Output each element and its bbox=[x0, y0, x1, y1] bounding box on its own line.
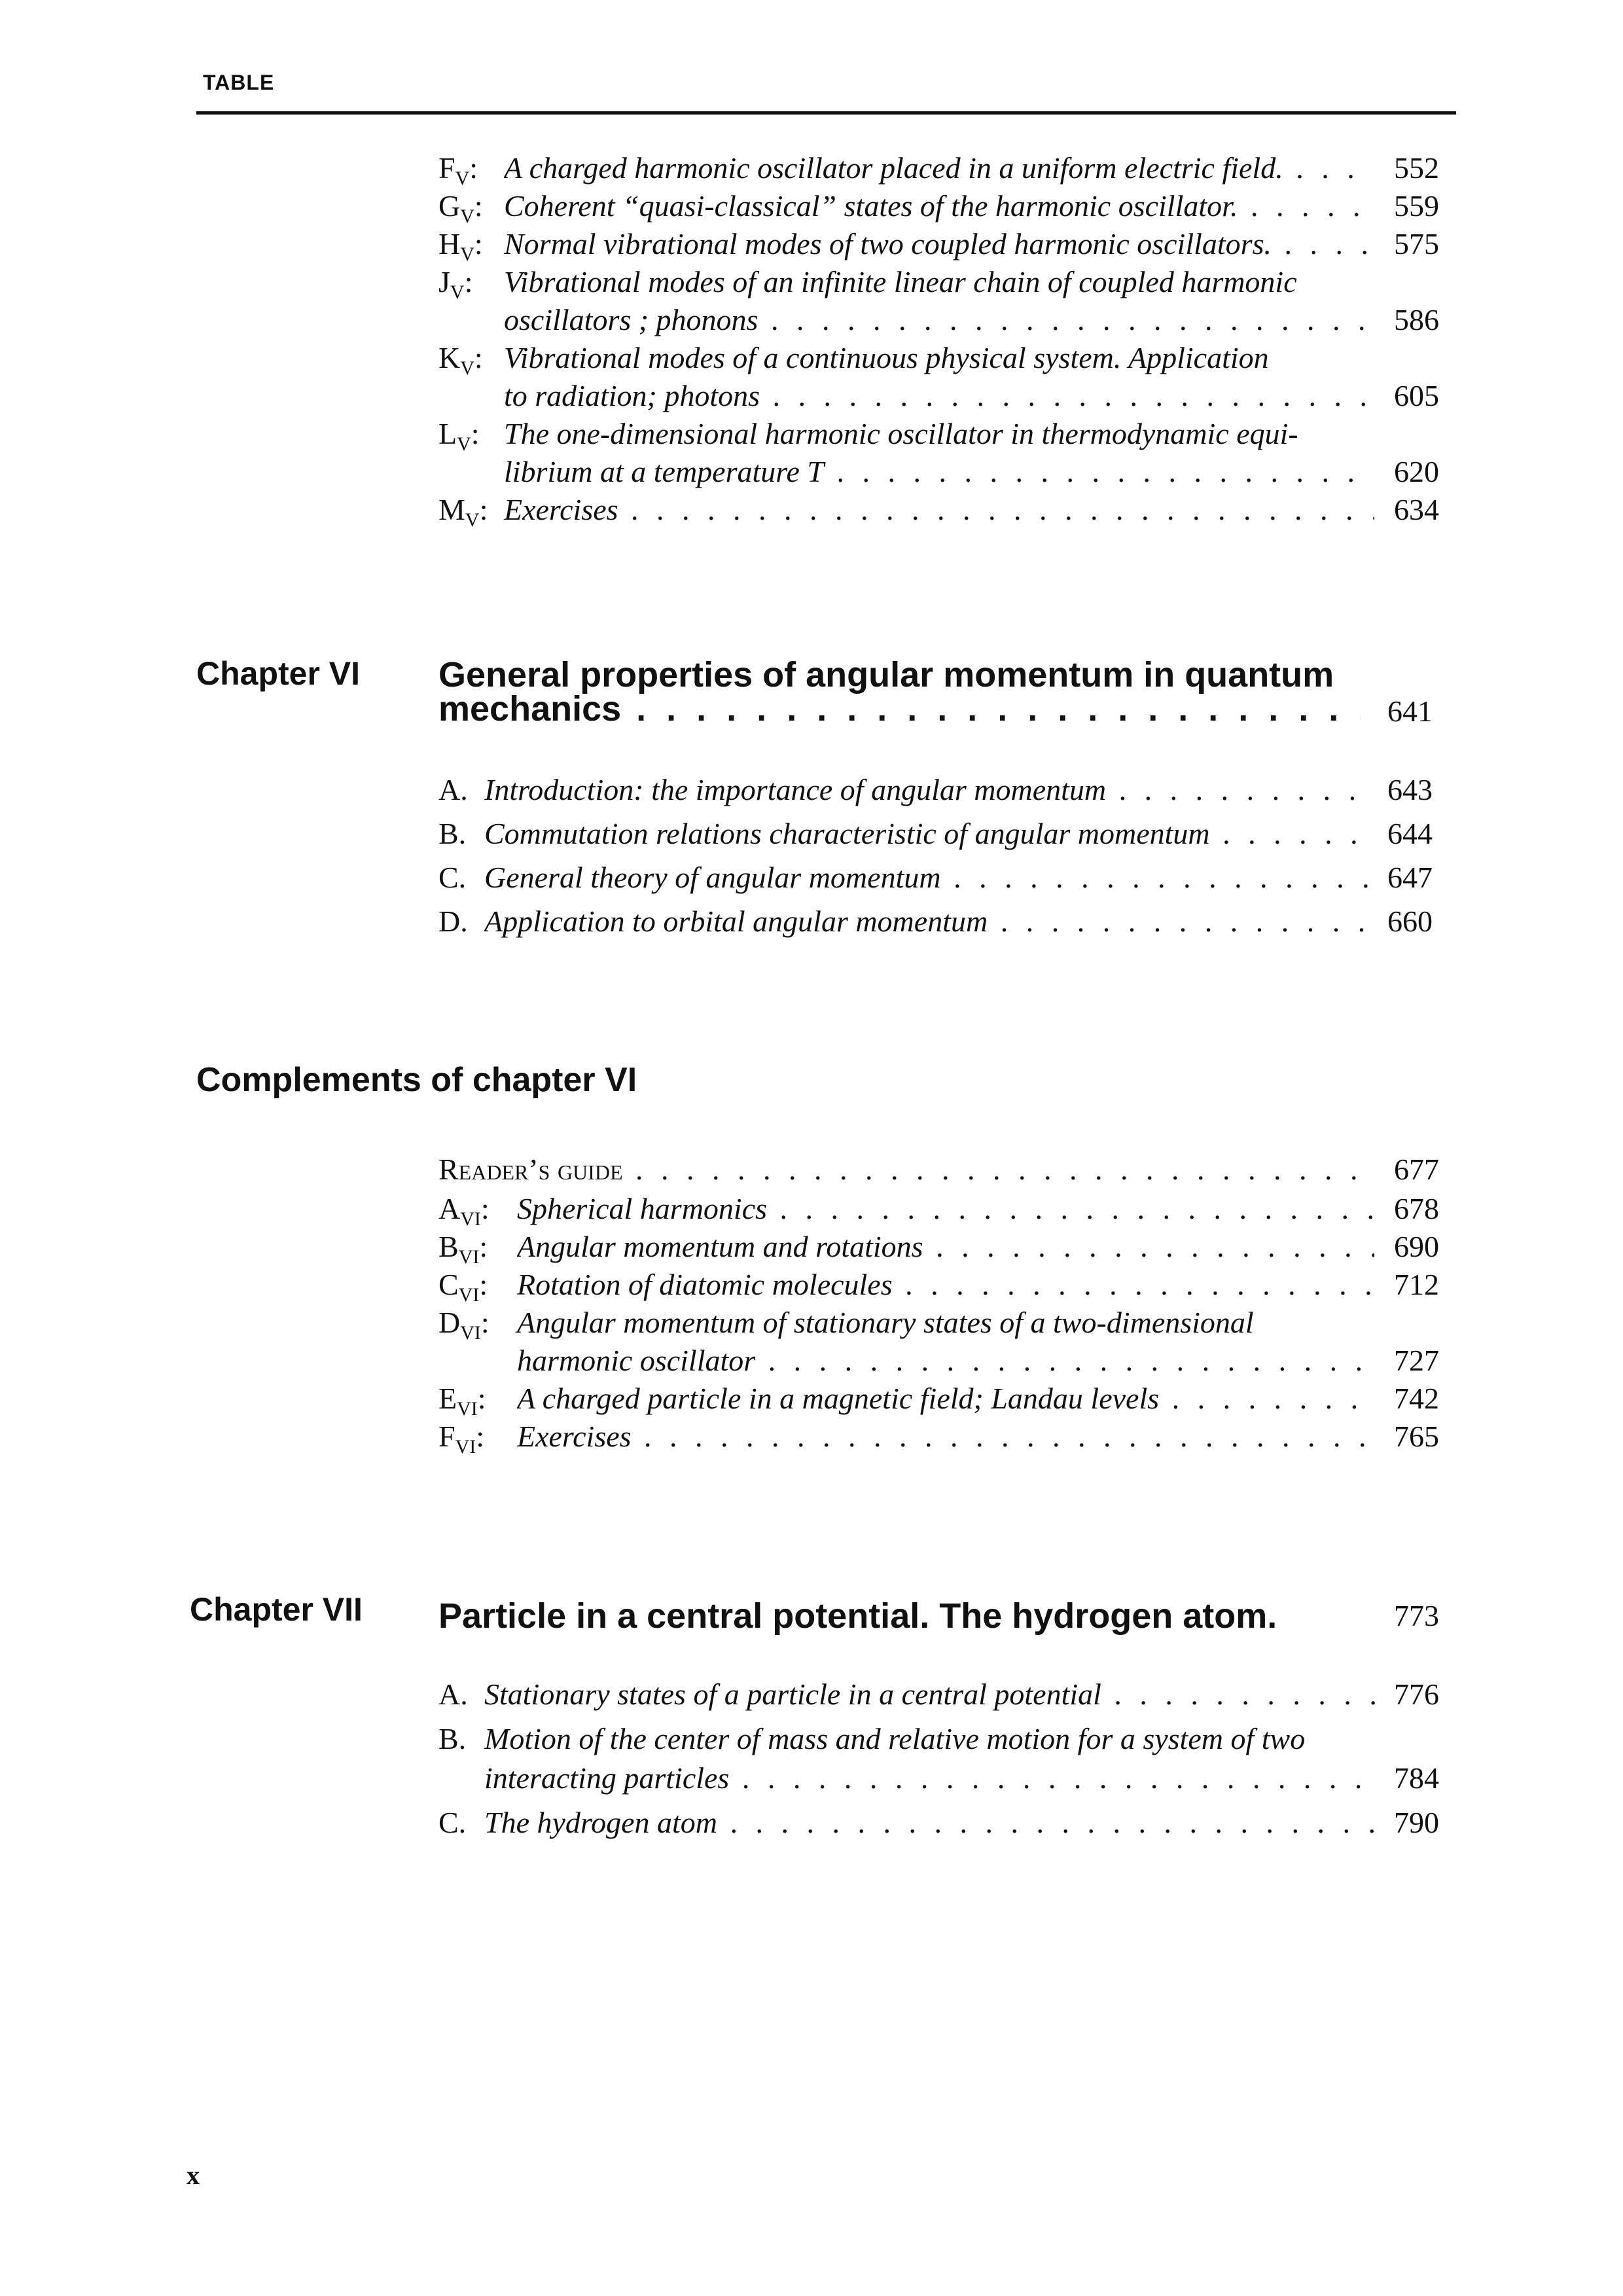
section-page: 643 bbox=[1387, 773, 1433, 806]
entry-title: Angular momentum and rotations . . . bbox=[517, 1229, 1374, 1264]
entry-title: A charged particle in a magnetic field; Landau levels . . . bbox=[517, 1381, 1374, 1416]
list-item[interactable]: $B_{VI}$: Angular momentum and rotations . . . 690 bbox=[438, 1229, 1459, 1268]
list-item[interactable] bbox=[438, 904, 1459, 943]
entry-label: B bbox=[438, 1230, 459, 1263]
entry-label-sub: VI bbox=[458, 1284, 480, 1306]
entry-title-line1: Vibrational modes of a continuous physical system. Application bbox=[504, 341, 1269, 374]
chapter-vii-title[interactable]: Particle in a central potential. The hydrogen atom. bbox=[438, 1596, 1277, 1636]
section-page: 790 bbox=[1394, 1806, 1439, 1839]
entry-page: 605 bbox=[1394, 379, 1439, 412]
chapter-vi-title-line1[interactable]: General properties of angular momentum in quantum bbox=[438, 655, 1334, 694]
chapter-vi-title-line2[interactable]: mechanics . . . bbox=[438, 689, 1361, 729]
entry-page: 727 bbox=[1394, 1344, 1439, 1377]
entry-title: Exercises . . . bbox=[517, 1419, 1374, 1454]
list-item[interactable]: $F_V$: A charged harmonic oscillator placed in a uniform electric field. . . . 552 bbox=[438, 151, 1459, 190]
list-item[interactable] bbox=[438, 1677, 1459, 1716]
entry-title-line1: The one-dimensional harmonic oscillator in thermodynamic equi- bbox=[504, 417, 1298, 450]
entry-label-sub: V bbox=[457, 433, 471, 456]
section-page: 644 bbox=[1387, 817, 1433, 850]
list-item[interactable]: $D_{VI}$: Angular momentum of stationary states of a two-dimensional bbox=[438, 1306, 1254, 1344]
entry-label: K bbox=[438, 341, 461, 374]
list-item[interactable] bbox=[438, 860, 1459, 899]
section-page: 647 bbox=[1387, 861, 1433, 894]
entry-page: 586 bbox=[1394, 303, 1439, 336]
entry-label: A bbox=[438, 1192, 461, 1225]
entry-label-sub: VI bbox=[457, 1398, 478, 1420]
section-label: B. bbox=[438, 817, 467, 850]
entry-label-sub: VI bbox=[460, 1322, 481, 1344]
entry-title-line2: harmonic oscillator . . . bbox=[517, 1343, 1374, 1378]
entry-label-sub: V bbox=[455, 168, 470, 190]
entry-page: 552 bbox=[1394, 151, 1439, 185]
entry-page: 678 bbox=[1394, 1192, 1439, 1225]
entry-title: Spherical harmonics . . . bbox=[517, 1191, 1374, 1226]
entry-page: 634 bbox=[1394, 493, 1439, 526]
entry-label: F bbox=[438, 1420, 455, 1453]
complements-vi-heading: Complements of chapter VI bbox=[196, 1061, 637, 1099]
chapter-vi-page: 641 bbox=[1387, 694, 1433, 728]
entry-label-sub: V bbox=[450, 281, 465, 304]
readers-guide-title: Reader’s guide . . . bbox=[438, 1152, 1374, 1187]
entry-label: C bbox=[438, 1268, 459, 1301]
chapter-vii-page: 773 bbox=[1394, 1599, 1439, 1632]
entry-title: A charged harmonic oscillator placed in a uniform electric field. . . . bbox=[504, 151, 1374, 185]
entry-page: 742 bbox=[1394, 1382, 1439, 1415]
entry-page: 712 bbox=[1394, 1268, 1439, 1301]
readers-guide-page: 677 bbox=[1394, 1153, 1439, 1186]
entry-page: 690 bbox=[1394, 1230, 1439, 1263]
entry-page: 559 bbox=[1394, 189, 1439, 223]
section-title: Introduction: the importance of angular momentum . . . bbox=[484, 772, 1368, 807]
entry-title-line1: Vibrational modes of an infinite linear chain of coupled harmonic bbox=[504, 265, 1297, 298]
list-item-continuation[interactable] bbox=[438, 1761, 1459, 1800]
list-item[interactable] bbox=[438, 1805, 1459, 1844]
section-page: 776 bbox=[1394, 1677, 1439, 1711]
list-item[interactable]: $F_{VI}$: Exercises . . . 765 bbox=[438, 1419, 1459, 1458]
header-rule bbox=[196, 111, 1456, 115]
entry-page: 620 bbox=[1394, 455, 1439, 488]
section-title: Commutation relations characteristic of angular momentum . . . bbox=[484, 816, 1368, 851]
list-item[interactable]: $J_V$: Vibrational modes of an infinite linear chain of coupled harmonic bbox=[438, 265, 1297, 304]
readers-guide-entry[interactable] bbox=[438, 1152, 1459, 1191]
entry-title-line2: to radiation; photons . . . bbox=[504, 378, 1374, 413]
running-head: TABLE bbox=[203, 71, 275, 94]
entry-label-sub: VI bbox=[460, 1208, 481, 1230]
list-item[interactable] bbox=[438, 1721, 1459, 1761]
entry-label: J bbox=[438, 265, 450, 298]
list-item[interactable]: $G_V$: Coherent “quasi-classical” states of the harmonic oscillator. . . . 559 bbox=[438, 188, 1459, 228]
list-item[interactable]: $H_V$: Normal vibrational modes of two coupled harmonic oscillators. . . . 575 bbox=[438, 226, 1459, 266]
entry-title-line2: librium at a temperature T . . . bbox=[504, 454, 1374, 489]
entry-label-sub: VI bbox=[455, 1436, 476, 1458]
entry-label-sub: V bbox=[460, 243, 474, 266]
section-label: C. bbox=[438, 861, 467, 894]
section-label: B. bbox=[438, 1722, 467, 1755]
list-item[interactable]: $M_V$: Exercises . . . 634 bbox=[438, 492, 1459, 531]
entry-label-sub: V bbox=[460, 357, 474, 380]
page-folio: x bbox=[187, 2161, 200, 2190]
list-item-continuation[interactable] bbox=[438, 454, 1459, 493]
entry-label: M bbox=[438, 493, 465, 526]
entry-label: H bbox=[438, 227, 461, 260]
section-title: Application to orbital angular momentum . . . bbox=[484, 904, 1368, 939]
entry-title: Coherent “quasi-classical” states of the harmonic oscillator. . . . bbox=[504, 188, 1374, 223]
list-item[interactable]: $K_V$: Vibrational modes of a continuous physical system. Application bbox=[438, 341, 1269, 380]
entry-title: Normal vibrational modes of two coupled harmonic oscillators. . . . bbox=[504, 226, 1374, 261]
entry-label: F bbox=[438, 151, 455, 185]
entry-label: G bbox=[438, 189, 461, 223]
list-item-continuation[interactable] bbox=[438, 1343, 1459, 1382]
list-item[interactable]: $A_{VI}$: Spherical harmonics . . . 678 bbox=[438, 1191, 1459, 1230]
entry-title-line2: oscillators ; phonons . . . bbox=[504, 302, 1374, 337]
section-title: General theory of angular momentum . . . bbox=[484, 860, 1368, 895]
entry-title: Exercises . . . bbox=[504, 492, 1374, 527]
list-item[interactable] bbox=[438, 816, 1459, 855]
entry-page: 765 bbox=[1394, 1420, 1439, 1453]
chapter-vii-label: Chapter VII bbox=[190, 1591, 363, 1628]
entry-title-line1: Angular momentum of stationary states of a two-dimensional bbox=[517, 1306, 1254, 1339]
section-label: C. bbox=[438, 1806, 467, 1839]
section-label: A. bbox=[438, 1677, 468, 1711]
entry-page: 575 bbox=[1394, 227, 1439, 260]
list-item-continuation[interactable] bbox=[438, 378, 1459, 418]
section-title: Stationary states of a particle in a central potential . . . bbox=[484, 1677, 1381, 1712]
section-title-line2: interacting particles . . . bbox=[484, 1761, 1381, 1795]
chapter-vi-label: Chapter VI bbox=[196, 655, 361, 692]
entry-label-sub: VI bbox=[458, 1246, 480, 1268]
entry-label: L bbox=[438, 417, 457, 450]
section-title-line1: Motion of the center of mass and relative motion for a system of two bbox=[484, 1722, 1306, 1755]
entry-label-sub: V bbox=[460, 206, 474, 228]
section-page: 784 bbox=[1394, 1761, 1439, 1795]
list-item-continuation[interactable] bbox=[438, 302, 1459, 342]
entry-label: D bbox=[438, 1306, 461, 1339]
entry-title: Rotation of diatomic molecules . . . bbox=[517, 1267, 1374, 1302]
section-label: D. bbox=[438, 905, 468, 938]
list-item[interactable]: $L_V$: The one-dimensional harmonic oscillator in thermodynamic equi- bbox=[438, 417, 1298, 456]
section-label: A. bbox=[438, 773, 468, 806]
list-item[interactable]: $E_{VI}$: A charged particle in a magnetic field; Landau levels . . . 742 bbox=[438, 1381, 1459, 1420]
entry-label-sub: V bbox=[465, 509, 480, 531]
section-title: The hydrogen atom . . . bbox=[484, 1805, 1381, 1840]
entry-label: E bbox=[438, 1382, 457, 1415]
list-item[interactable]: $C_{VI}$: Rotation of diatomic molecules . . . 712 bbox=[438, 1267, 1459, 1306]
list-item[interactable] bbox=[438, 772, 1459, 812]
section-page: 660 bbox=[1387, 905, 1433, 938]
